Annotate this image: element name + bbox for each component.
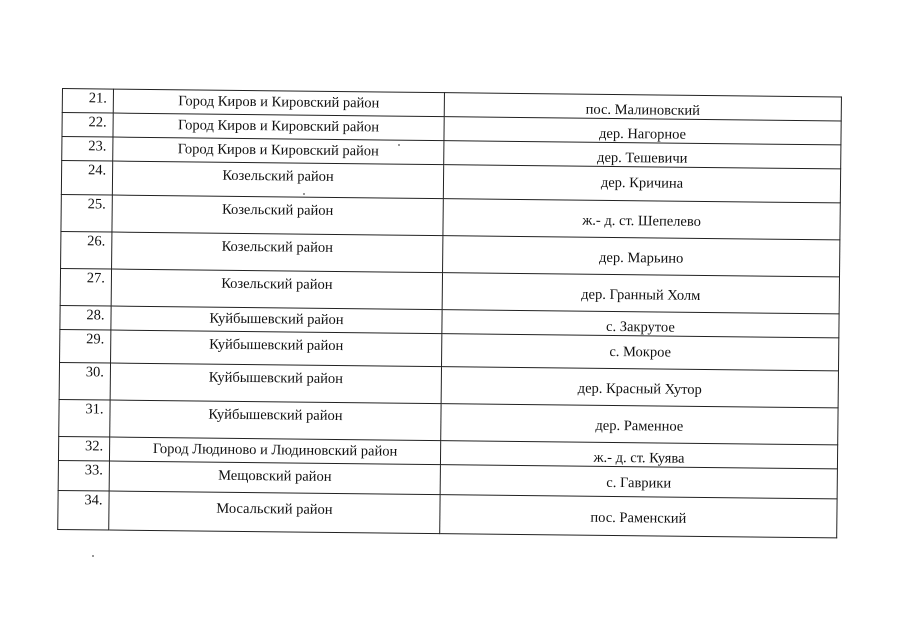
district-cell: Мосальский район (109, 491, 440, 534)
locality-cell: ж.- д. ст. Шепелево (443, 199, 840, 240)
row-number: 23. (62, 137, 113, 162)
row-number: 31. (59, 399, 110, 437)
row-number: 34. (58, 490, 109, 530)
locality-cell: пос. Малиновский (444, 93, 841, 121)
scan-speck (92, 555, 94, 557)
locality-cell: дер. Тешевичи (444, 141, 841, 169)
locality-cell: дер. Раменное (441, 404, 838, 445)
scan-speck (303, 193, 305, 195)
row-number: 22. (62, 113, 113, 138)
district-cell: Козельский район (112, 232, 443, 273)
locality-cell: с. Гаврики (440, 465, 837, 499)
row-number: 33. (58, 460, 109, 491)
locality-cell: ж.- д. ст. Куява (440, 441, 837, 469)
locality-cell: дер. Гранный Холм (442, 273, 839, 314)
district-cell: Козельский район (112, 195, 443, 236)
row-number: 24. (61, 161, 112, 196)
row-number: 26. (61, 231, 112, 269)
district-cell: Город Людиново и Людиновский район (109, 437, 440, 465)
locality-table-wrapper (57, 88, 842, 538)
row-number: 25. (61, 194, 112, 232)
district-cell: Город Киров и Кировский район (113, 113, 444, 141)
district-cell: Козельский район (112, 161, 443, 199)
district-cell: Город Киров и Кировский район (113, 137, 444, 165)
district-cell: Козельский район (111, 269, 442, 310)
locality-cell: дер. Красный Хутор (441, 367, 838, 408)
table-body (58, 89, 842, 538)
locality-cell: с. Мокрое (442, 334, 839, 371)
locality-cell: пос. Раменский (440, 495, 837, 538)
locality-cell: дер. Марьино (443, 236, 840, 277)
row-number: 29. (60, 329, 111, 363)
district-cell: Мещовский район (109, 461, 440, 495)
district-cell: Город Киров и Кировский район (113, 89, 444, 117)
locality-cell: дер. Нагорное (444, 117, 841, 145)
row-number: 30. (59, 362, 110, 400)
district-cell: Куйбышевский район (110, 400, 441, 441)
district-cell: Куйбышевский район (111, 306, 442, 334)
row-number: 32. (58, 436, 109, 461)
row-number: 28. (60, 305, 111, 330)
locality-table (57, 88, 842, 538)
table-row (58, 490, 837, 537)
district-cell: Куйбышевский район (110, 363, 441, 404)
district-cell: Куйбышевский район (111, 330, 442, 367)
row-number: 27. (60, 268, 111, 306)
row-number: 21. (62, 89, 113, 114)
locality-cell: с. Закрутое (442, 310, 839, 338)
scan-speck (398, 144, 400, 146)
locality-cell: дер. Кричина (443, 165, 840, 203)
